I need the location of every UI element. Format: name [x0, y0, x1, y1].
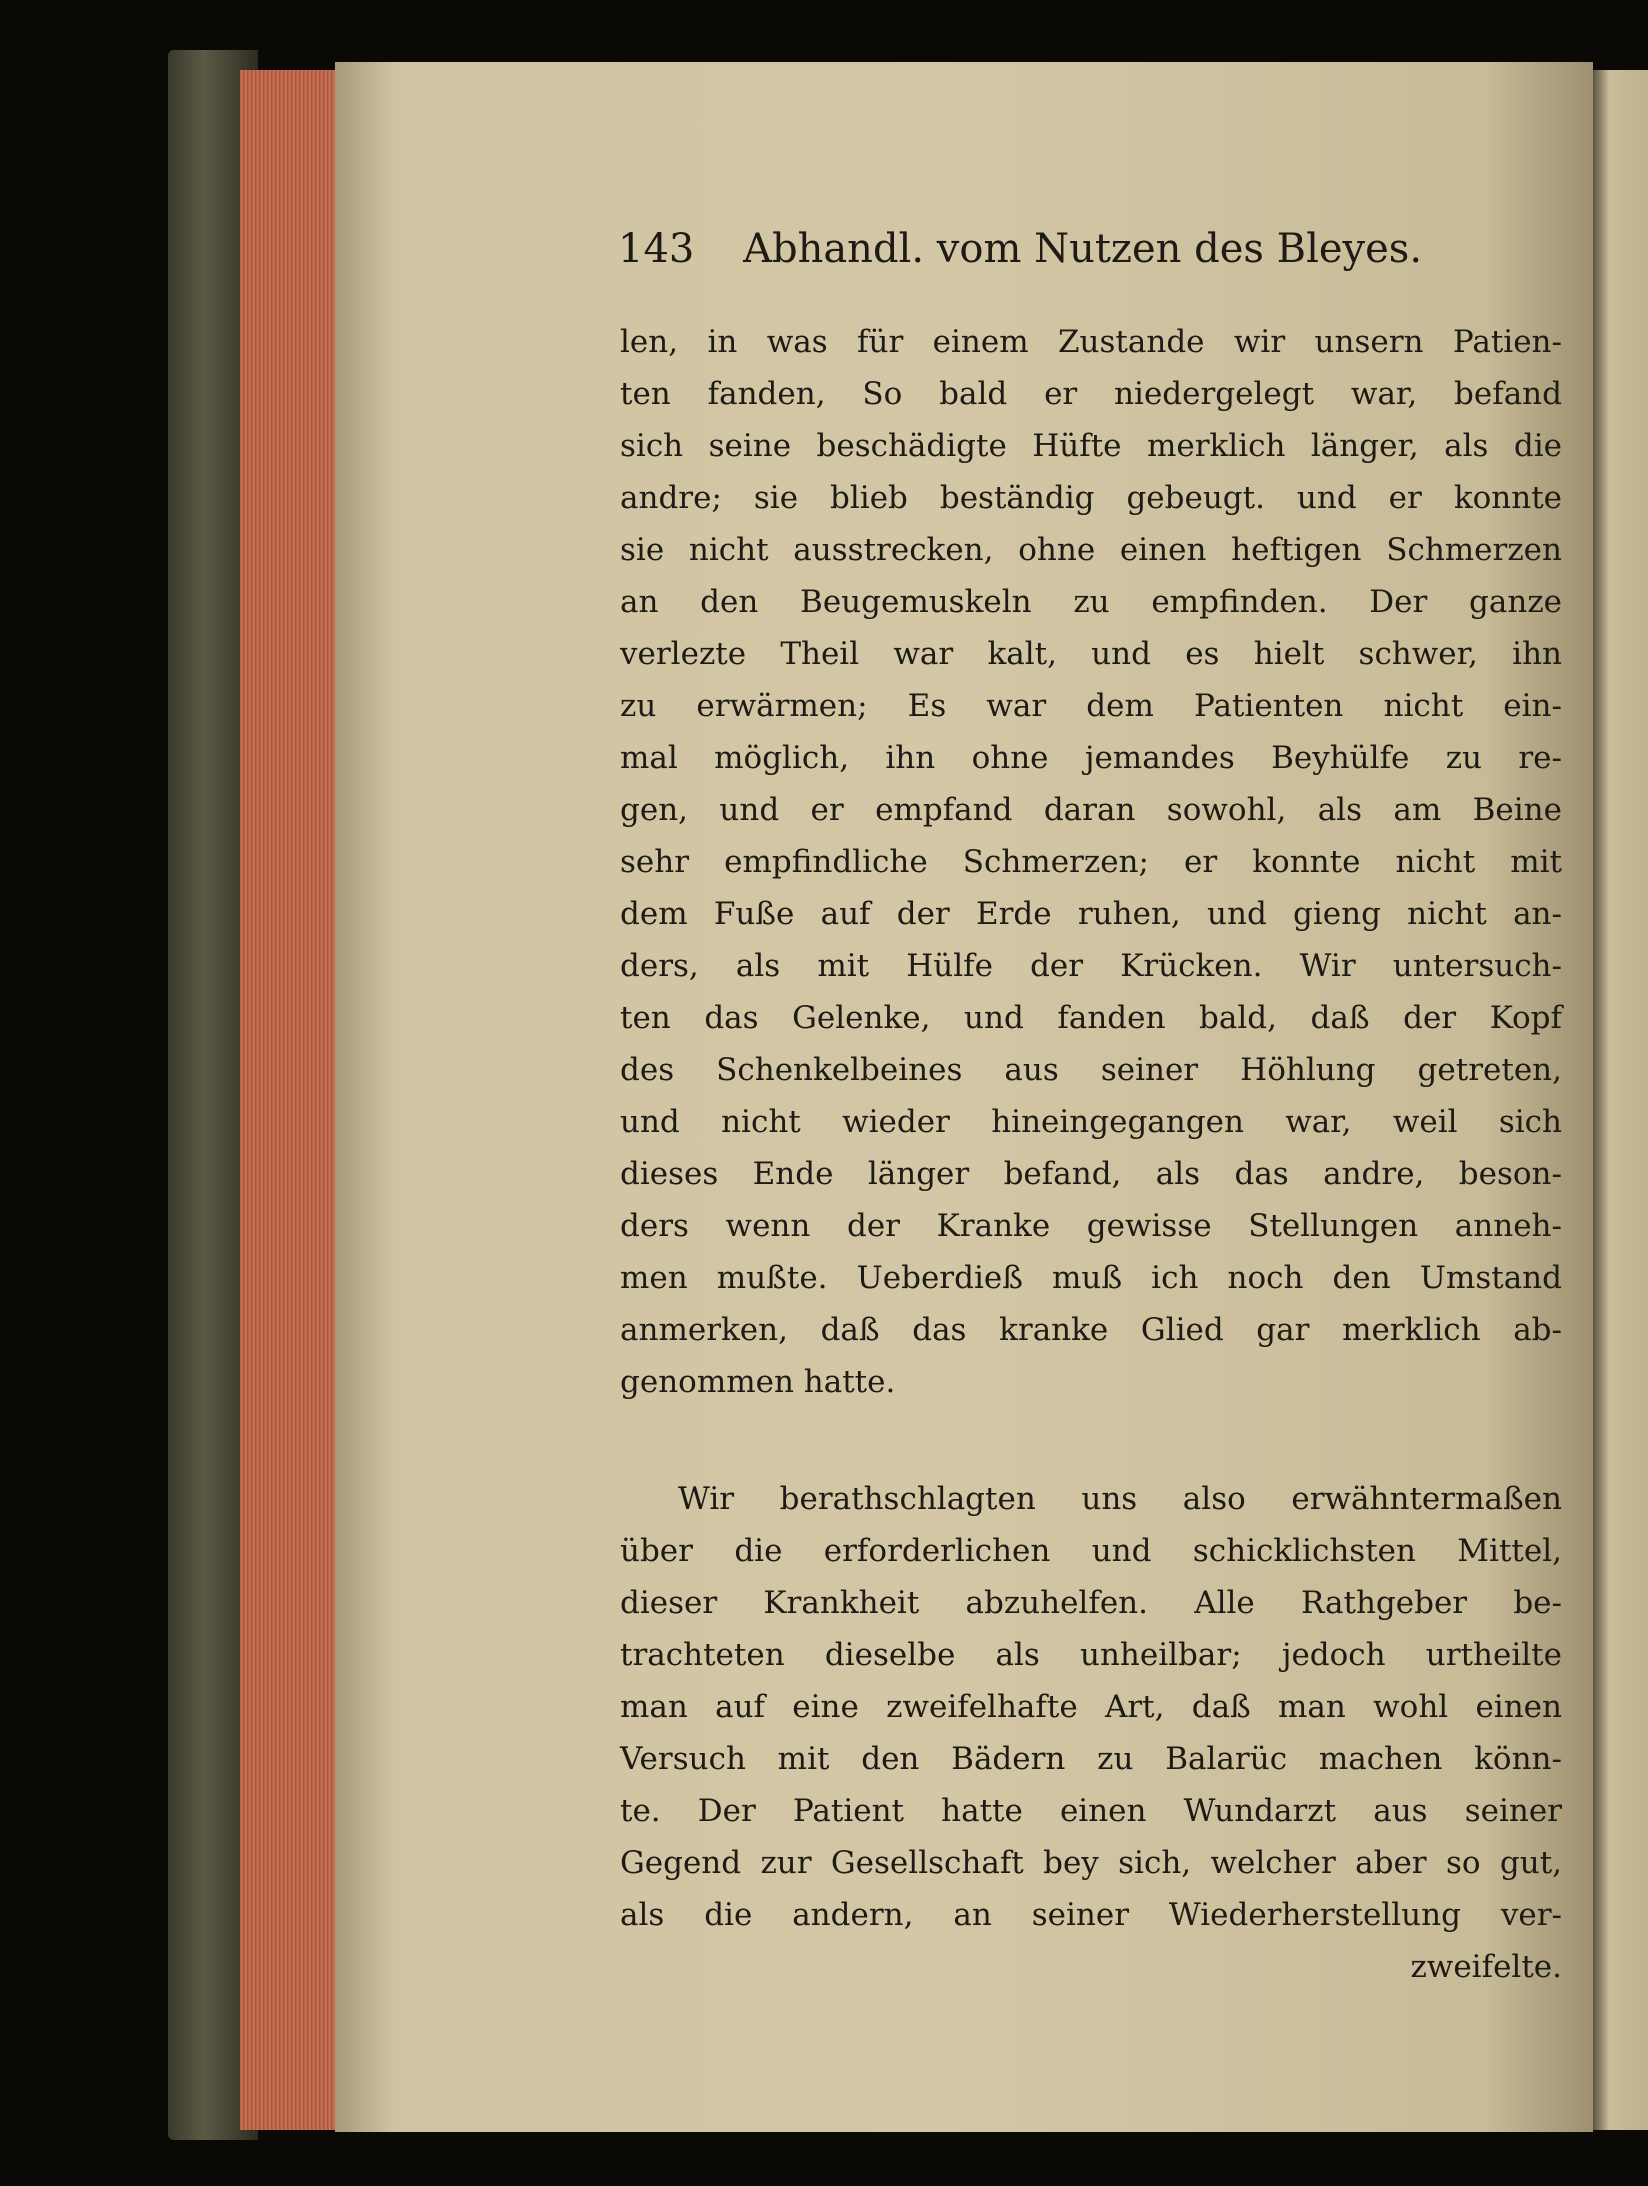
page-number: 143 [618, 226, 695, 272]
text-line: Gegend zur Gesellschaft bey sich, welcher aber so gut, [620, 1845, 1562, 1881]
text-line: dieser Krankheit abzuhelfen. Alle Rathgeber be- [620, 1585, 1562, 1621]
text-line: zweifelte. [1410, 1949, 1562, 1985]
text-line: zu erwärmen; Es war dem Patienten nicht ein- [620, 688, 1562, 724]
facing-page-edge [1593, 70, 1648, 2130]
text-line: len, in was für einem Zustande wir unsern Patien- [620, 324, 1562, 360]
text-line: des Schenkelbeines aus seiner Höhlung getreten, [620, 1052, 1562, 1088]
text-line: an den Beugemuskeln zu empfinden. Der ganze [620, 584, 1562, 620]
text-line: ten fanden, So bald er niedergelegt war, befand [620, 376, 1562, 412]
text-line: über die erforderlichen und schicklichsten Mittel, [620, 1533, 1562, 1569]
text-line: als die andern, an seiner Wiederherstellung ver- [620, 1897, 1562, 1933]
text-line: te. Der Patient hatte einen Wundarzt aus seiner [620, 1793, 1562, 1829]
page-edges [240, 70, 340, 2130]
text-line: Versuch mit den Bädern zu Balarüc machen könn- [620, 1741, 1562, 1777]
text-line: sie nicht ausstrecken, ohne einen heftigen Schmerzen [620, 532, 1562, 568]
paragraph-1 [620, 316, 1562, 1408]
text-line: andre; sie blieb beständig gebeugt. und er konnte [620, 480, 1562, 516]
text-line: ders wenn der Kranke gewisse Stellungen anneh- [620, 1208, 1562, 1244]
text-line: dieses Ende länger befand, als das andre, beson- [620, 1156, 1562, 1192]
text-line: trachteten dieselbe als unheilbar; jedoch urtheilte [620, 1637, 1562, 1673]
text-line: ten das Gelenke, und fanden bald, daß der Kopf [620, 1000, 1562, 1036]
text-line: genommen hatte. [620, 1364, 896, 1400]
text-line: dem Fuße auf der Erde ruhen, und gieng nicht an- [620, 896, 1562, 932]
text-line: gen, und er empfand daran sowohl, als am Beine [620, 792, 1562, 828]
text-line: mal möglich, ihn ohne jemandes Beyhülfe zu re- [620, 740, 1562, 776]
running-header [618, 226, 1568, 272]
text-line: man auf eine zweifelhafte Art, daß man wohl einen [620, 1689, 1562, 1725]
text-line: Wir berathschlagten uns also erwähntermaßen [678, 1481, 1562, 1517]
text-line: sehr empfindliche Schmerzen; er konnte nicht mit [620, 844, 1562, 880]
text-line: anmerken, daß das kranke Glied gar merklich ab- [620, 1312, 1562, 1348]
text-line: verlezte Theil war kalt, und es hielt schwer, ihn [620, 636, 1562, 672]
paragraph-2 [620, 1473, 1562, 1993]
text-line: sich seine beschädigte Hüfte merklich länger, als die [620, 428, 1562, 464]
text-line: ders, als mit Hülfe der Krücken. Wir untersuch- [620, 948, 1562, 984]
text-line: und nicht wieder hineingegangen war, weil sich [620, 1104, 1562, 1140]
running-title: Abhandl. vom Nutzen des Bleyes. [743, 226, 1423, 272]
text-line: men mußte. Ueberdieß muß ich noch den Umstand [620, 1260, 1562, 1296]
